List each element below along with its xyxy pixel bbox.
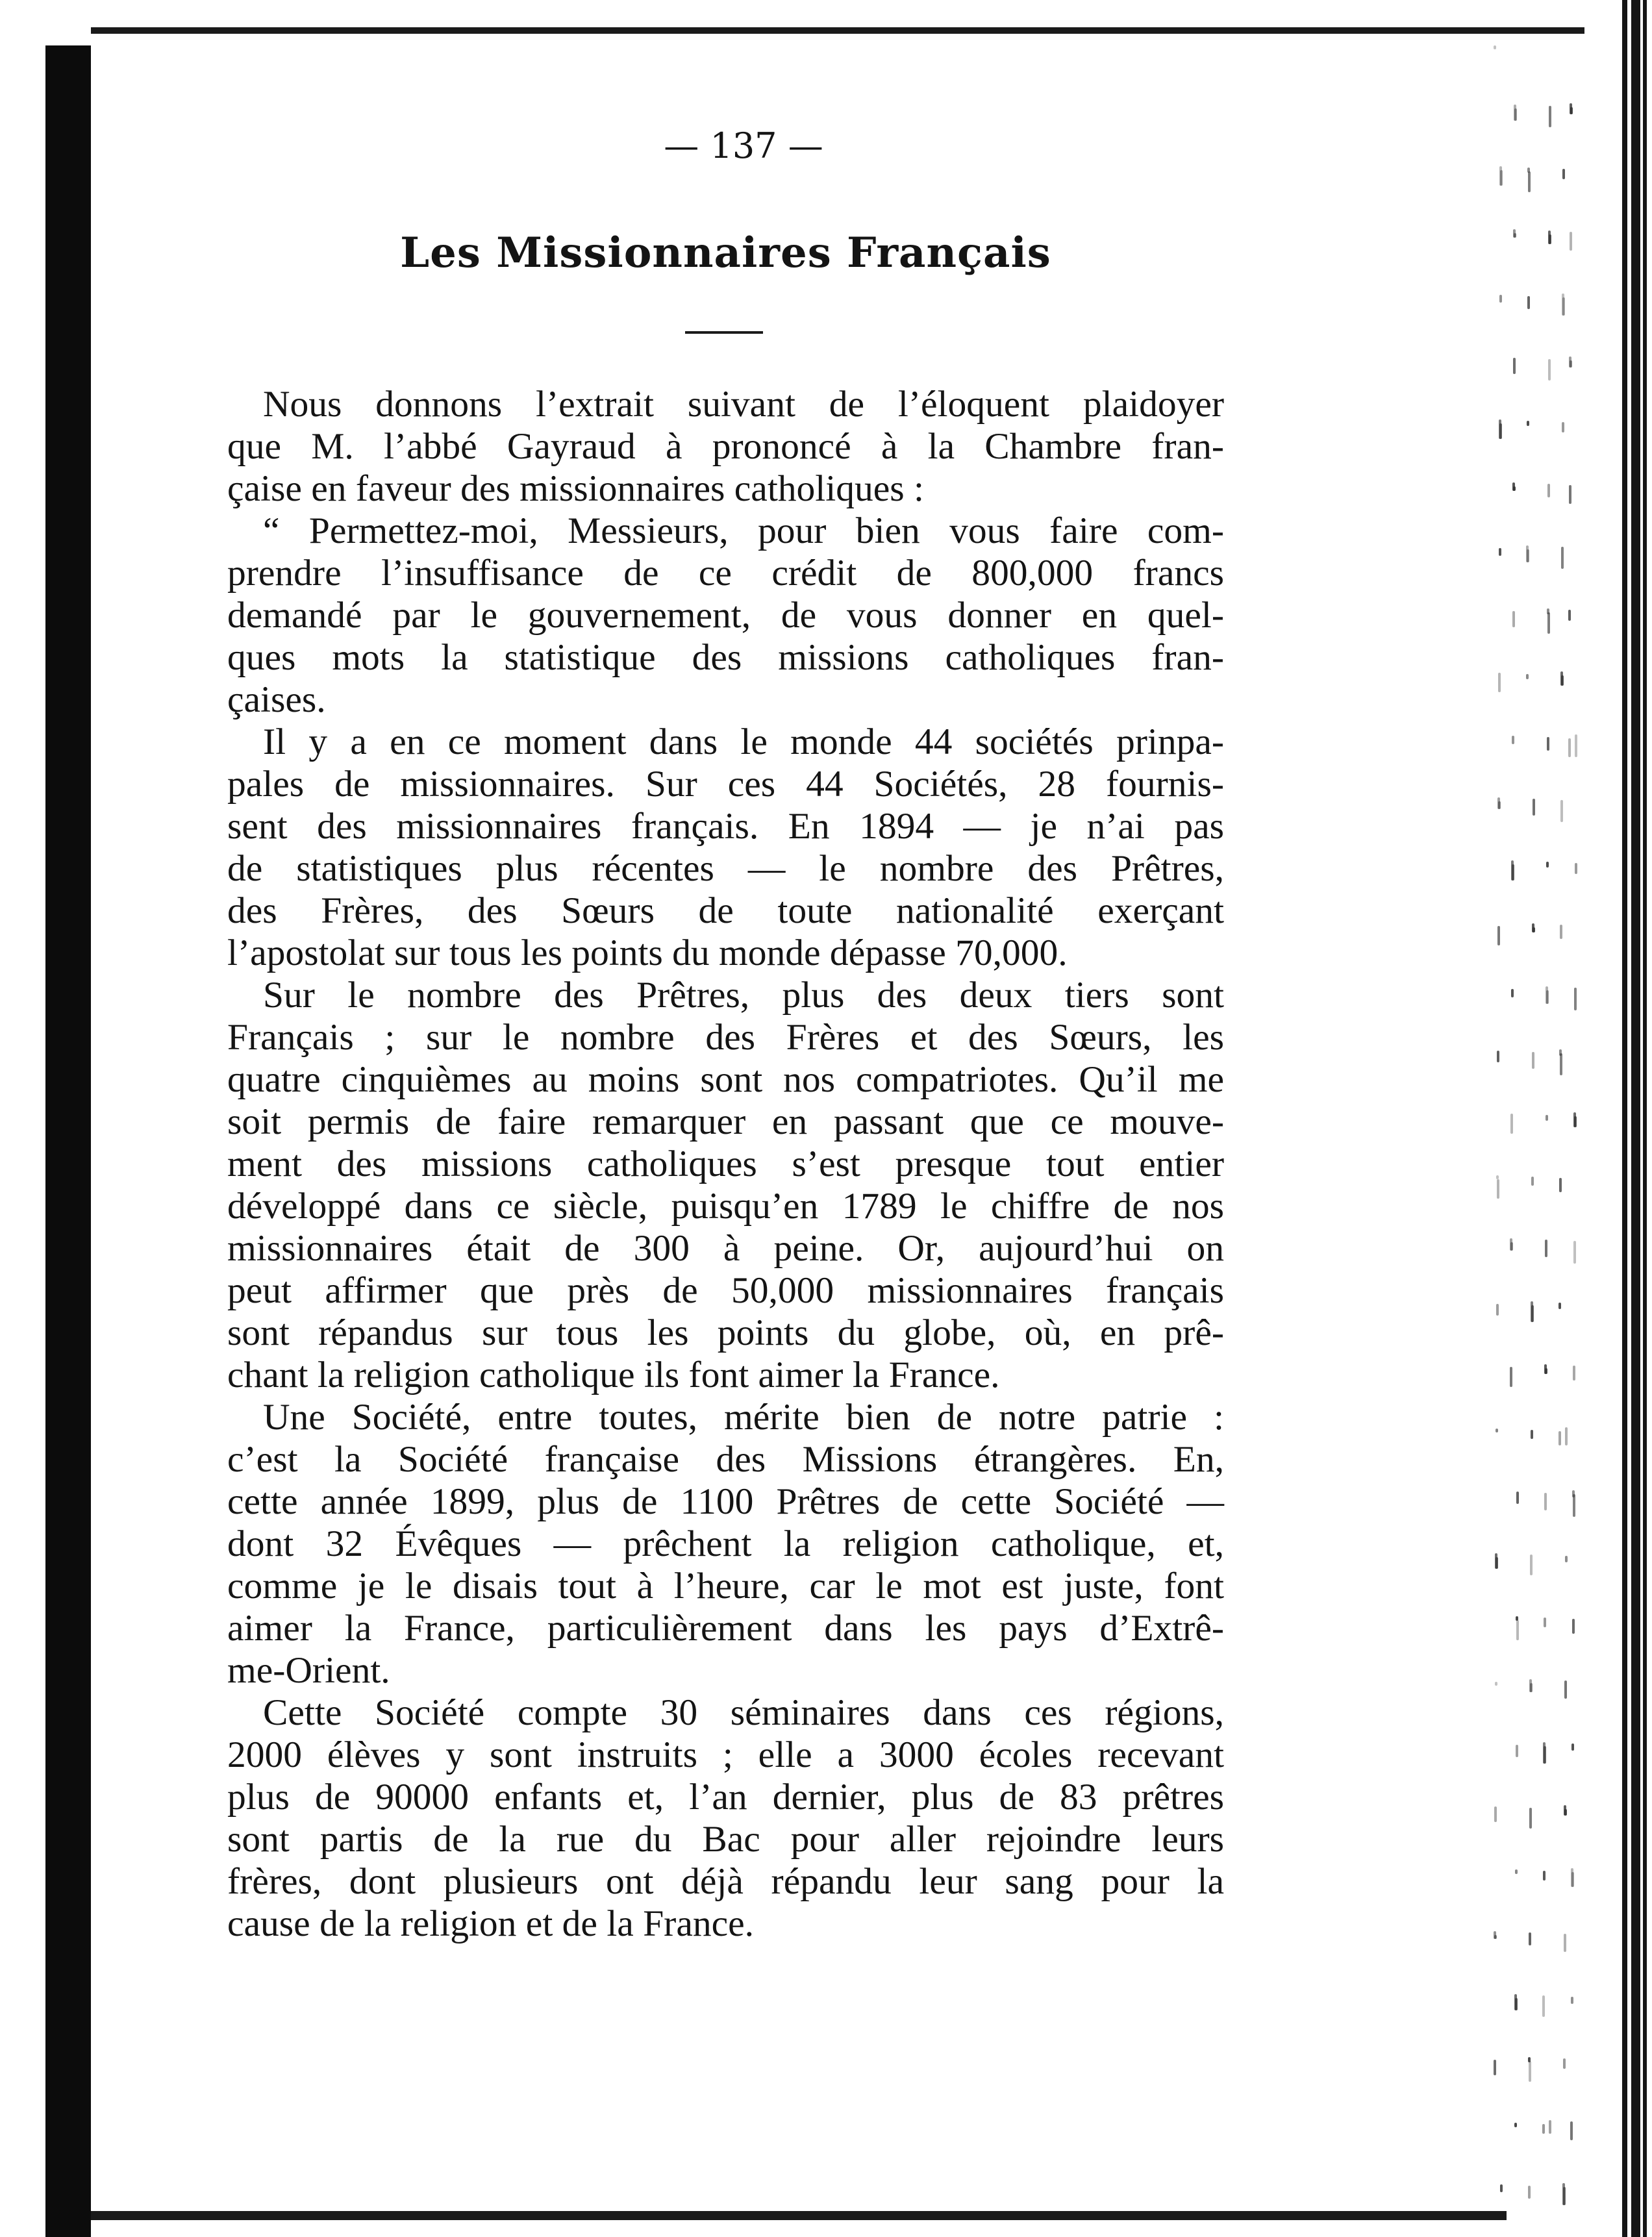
title-divider xyxy=(685,331,763,334)
text-line: prendre l’insuffisance de ce crédit de 800,000 francs xyxy=(227,553,1224,594)
text-line: que M. l’abbé Gayraud à prononcé à la Chambre fran- xyxy=(227,426,1224,467)
page-number: — 137 — xyxy=(664,125,823,166)
text-line: çaise en faveur des missionnaires catholiques : xyxy=(227,468,924,509)
text-line: missionnaires était de 300 à peine. Or, aujourd’hui on xyxy=(227,1228,1224,1269)
text-line: de statistiques plus récentes — le nombre des Prêtres, xyxy=(227,848,1224,889)
text-line: frères, dont plusieurs ont déjà répandu leur sang pour la xyxy=(227,1861,1224,1902)
text-line: soit permis de faire remarquer en passant que ce mouve- xyxy=(227,1101,1224,1142)
text-line: chant la religion catholique ils font aimer la France. xyxy=(227,1355,1000,1395)
text-line: sont partis de la rue du Bac pour aller rejoindre leurs xyxy=(227,1819,1224,1860)
text-line: comme je le disais tout à l’heure, car le mot est juste, font xyxy=(227,1566,1224,1606)
scan-border-right xyxy=(1584,0,1652,2237)
text-line: cause de la religion et de la France. xyxy=(227,1903,755,1944)
text-line: Français ; sur le nombre des Frères et des Sœurs, les xyxy=(227,1017,1224,1058)
paragraph xyxy=(227,510,1224,721)
text-line: c’est la Société française des Missions étrangères. En, xyxy=(227,1439,1224,1480)
text-line: me-Orient. xyxy=(227,1650,390,1691)
text-line: Nous donnons l’extrait suivant de l’éloquent plaidoyer xyxy=(263,384,1224,425)
text-line: des Frères, des Sœurs de toute nationalité exerçant xyxy=(227,890,1224,931)
text-line: plus de 90000 enfants et, l’an dernier, plus de 83 prêtres xyxy=(227,1777,1224,1818)
scan-speckle xyxy=(1481,45,1578,2208)
text-line: pales de missionnaires. Sur ces 44 Sociétés, 28 fournis- xyxy=(227,764,1224,805)
paragraph xyxy=(227,974,1224,1396)
text-line: développé dans ce siècle, puisqu’en 1789 le chiffre de nos xyxy=(227,1186,1224,1227)
text-line: 2000 élèves y sont instruits ; elle a 3000 écoles recevant xyxy=(227,1734,1224,1775)
paragraph xyxy=(227,721,1224,974)
text-line: çaises. xyxy=(227,679,326,720)
text-line: peut affirmer que près de 50,000 missionnaires français xyxy=(227,1270,1224,1311)
scan-border-bottom xyxy=(91,2211,1507,2220)
text-line: dont 32 Évêques — prêchent la religion catholique, et, xyxy=(227,1523,1224,1564)
text-line: aimer la France, particulièrement dans les pays d’Extrê- xyxy=(227,1608,1224,1649)
scan-border-left xyxy=(45,45,91,2237)
text-line: Sur le nombre des Prêtres, plus des deux tiers sont xyxy=(263,975,1224,1016)
paragraph xyxy=(227,1396,1224,1692)
text-line: “ Permettez-moi, Messieurs, pour bien vous faire com- xyxy=(263,510,1224,551)
text-line: ques mots la statistique des missions catholiques fran- xyxy=(227,637,1224,678)
text-line: ment des missions catholiques s’est presque tout entier xyxy=(227,1143,1224,1184)
text-line: demandé par le gouvernement, de vous donner en quel- xyxy=(227,595,1224,636)
text-line: Cette Société compte 30 séminaires dans ces régions, xyxy=(263,1692,1224,1733)
paragraph xyxy=(227,1692,1224,1945)
text-line: sent des missionnaires français. En 1894 — je n’ai pas xyxy=(227,806,1224,847)
text-line: sont répandus sur tous les points du globe, où, en prê- xyxy=(227,1312,1224,1353)
paragraph xyxy=(227,383,1224,510)
text-line: Une Société, entre toutes, mérite bien de notre patrie : xyxy=(263,1397,1224,1438)
text-line: cette année 1899, plus de 1100 Prêtres de cette Société — xyxy=(227,1481,1224,1522)
text-line: Il y a en ce moment dans le monde 44 sociétés prinpa- xyxy=(263,721,1224,762)
body-text xyxy=(227,383,1224,1945)
scan-border-top xyxy=(91,27,1584,34)
text-line: l’apostolat sur tous les points du monde dépasse 70,000. xyxy=(227,932,1068,973)
page-title: Les Missionnaires Français xyxy=(400,229,1051,277)
text-line: quatre cinquièmes au moins sont nos compatriotes. Qu’il me xyxy=(227,1059,1224,1100)
